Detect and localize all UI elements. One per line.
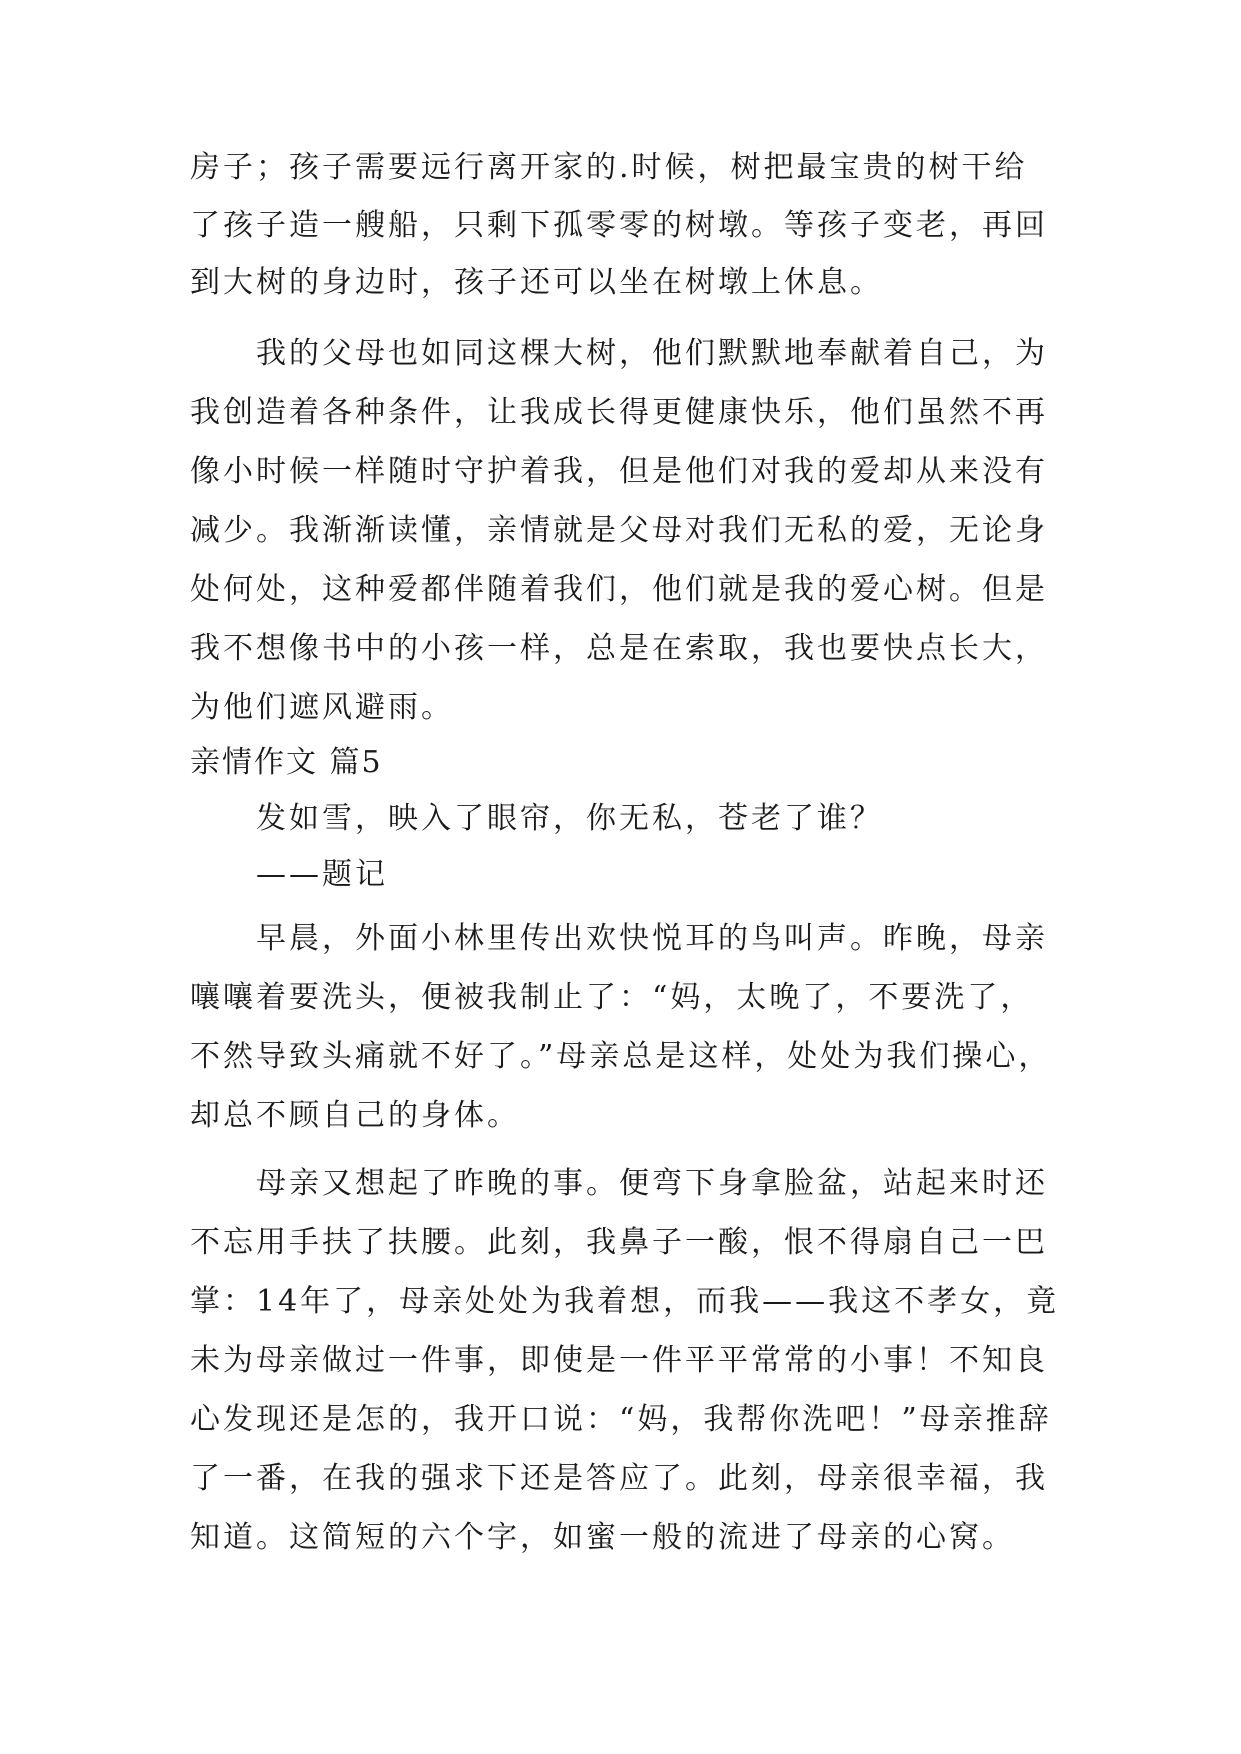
text-line: 未为母亲做过一件事，即使是一件平平常常的小事！不知良 [190,1343,1048,1378]
text-line: 房子；孩子需要远行离开家的.时候，树把最宝贵的树干给 [190,150,1028,185]
text-line: 减少。我渐渐读懂，亲情就是父母对我们无私的爱，无论身 [190,513,1048,548]
text-line: 为他们遮风避雨。 [190,690,454,725]
text-line: 嚷嚷着要洗头，便被我制止了：“妈，太晚了，不要洗了， [190,980,1034,1015]
epigraph-line: 发如雪，映入了眼帘，你无私，苍老了谁？ [256,801,883,836]
text-line: 像小时候一样随时守护着我，但是他们对我的爱却从来没有 [190,454,1048,489]
section-heading: 亲情作文 篇5 [190,745,383,780]
paragraph-first-line: 我的父母也如同这棵大树，他们默默地奉献着自己，为 [256,336,1048,371]
text-line: 却总不顾自己的身体。 [190,1098,520,1133]
text-line: 我不想像书中的小孩一样，总是在索取，我也要快点长大， [190,631,1048,666]
text-line: 到大树的身边时，孩子还可以坐在树墩上休息。 [190,265,883,300]
text-line: 不然导致头痛就不好了。”母亲总是这样，处处为我们操心， [190,1039,1052,1074]
text-line: 我创造着各种条件，让我成长得更健康快乐，他们虽然不再 [190,395,1048,430]
text-line: 掌：14年了，母亲处处为我着想，而我——我这不孝女，竟 [190,1284,1060,1319]
text-line: 了一番，在我的强求下还是答应了。此刻，母亲很幸福，我 [190,1461,1048,1496]
paragraph-first-line: 早晨，外面小林里传出欢快悦耳的鸟叫声。昨晚，母亲 [256,921,1048,956]
text-line: 心发现还是怎的，我开口说：“妈，我帮你洗吧！”母亲推辞 [190,1402,1052,1437]
paragraph-first-line: 母亲又想起了昨晚的事。便弯下身拿脸盆，站起来时还 [256,1166,1048,1201]
text-line: 了孩子造一艘船，只剩下孤零零的树墩。等孩子变老，再回 [190,208,1048,243]
epigraph-attribution: ——题记 [256,857,388,892]
text-line: 处何处，这种爱都伴随着我们，他们就是我的爱心树。但是 [190,572,1048,607]
text-line: 知道。这简短的六个字，如蜜一般的流进了母亲的心窝。 [190,1520,1015,1555]
text-line: 不忘用手扶了扶腰。此刻，我鼻子一酸，恨不得扇自己一巴 [190,1225,1048,1260]
